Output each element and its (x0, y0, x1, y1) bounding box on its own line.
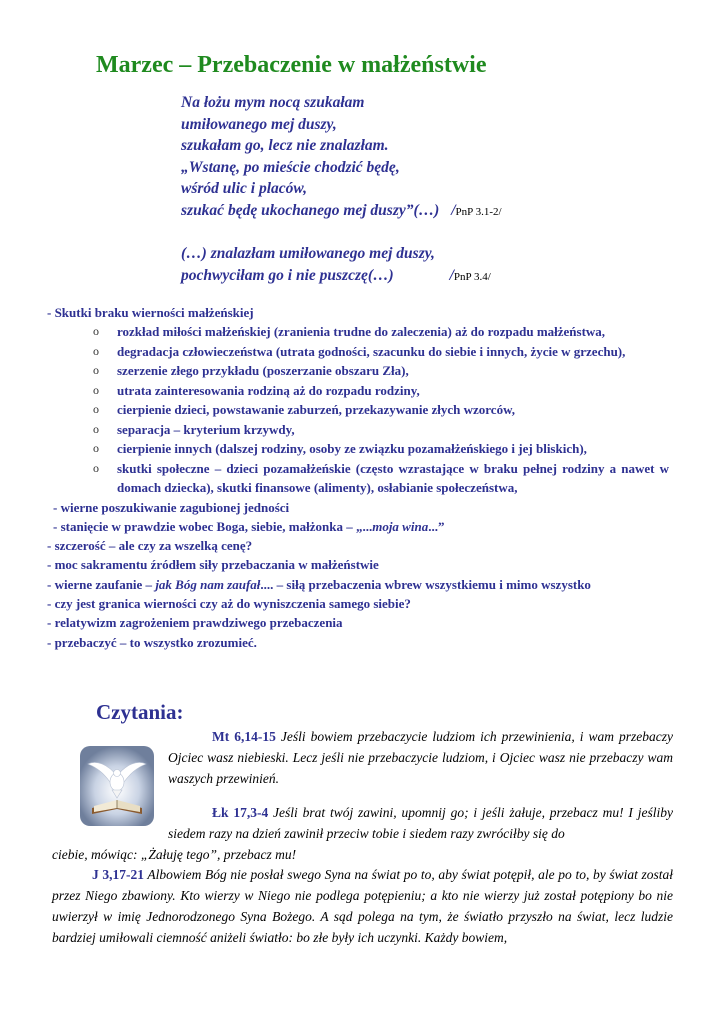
list-item-text: separacja – kryterium krzywdy, (117, 421, 295, 437)
bullet-mark: o (93, 402, 99, 416)
list-item (47, 459, 687, 498)
reading-citation: Mt 6,14-15 (212, 729, 276, 744)
bullet-mark: o (93, 363, 99, 377)
list-item (47, 420, 687, 440)
section-heading: - Skutki braku wierności małżeńskiej (47, 305, 254, 320)
list-item (47, 322, 687, 342)
point-emphasis: jak Bóg nam zaufał (155, 576, 261, 592)
point-item (47, 517, 687, 536)
point-item (47, 575, 687, 594)
reading-citation: Łk 17,3-4 (212, 805, 269, 820)
poem-quote (181, 92, 701, 286)
list-item-text: cierpienie dzieci, powstawanie zaburzeń, przekazywanie złych wzorców, (117, 402, 515, 417)
point-item: - moc sakramentu źródłem siły przebaczania w małżeństwie (47, 557, 379, 573)
list-item-text: rozkład miłości małżeńskiej (zranienia trudne do zaleczenia) aż do rozpadu małżeństwa, (117, 324, 606, 339)
point-text: ...” (428, 518, 445, 534)
point-text: - stanięcie w prawdzie wobec Boga, siebie, małżonka – „... (53, 518, 373, 534)
reading-john (52, 864, 673, 948)
poem-line: umiłowanego mej duszy, (181, 115, 337, 133)
poem-line: (…) znalazłam umiłowanego mej duszy, (181, 245, 435, 262)
list-item (47, 361, 687, 381)
poem-line: wśród ulic i placów, (181, 180, 308, 197)
dove-over-bible-icon (80, 746, 154, 826)
list-item-text: utrata zainteresowania rodziną aż do rozpadu rodziny, (117, 382, 420, 398)
bullet-mark: o (93, 382, 99, 397)
list-item (47, 381, 687, 401)
point-text: .... – siłą przebaczenia wbrew wszystkiemu i mimo wszystko (260, 576, 591, 592)
poem-line (181, 200, 701, 222)
point-emphasis: moja wina (372, 518, 429, 534)
bullet-mark: o (93, 441, 99, 455)
point-item: - relatywizm zagrożeniem prawdziwego przebaczenia (47, 615, 343, 631)
bullet-mark: o (93, 324, 99, 338)
point-item: - czy jest granica wierności czy aż do wyniszczenia samego siebie? (47, 595, 411, 611)
list-item (47, 400, 687, 420)
consequences-list (47, 322, 687, 498)
point-item: - wierne poszukiwanie zagubionej jedności (53, 499, 290, 515)
poem-line-text: szukać będę ukochanego mej duszy”(…) (181, 201, 440, 219)
reading-citation: J 3,17-21 (92, 867, 145, 882)
point-text: - wierne zaufanie – (47, 576, 156, 592)
bullet-mark: o (93, 421, 99, 436)
consequences-section (47, 303, 687, 652)
list-item-text: skutki społeczne – dzieci pozamałżeńskie (często wzrastające w braku pełnej rodziny a nawet w domach dziecka), skutki finansowe (alimenty), osłabianie społeczeństwa, (117, 460, 669, 495)
poem-line: Na łożu mym nocą szukałam (181, 94, 365, 111)
scripture-ref: PnP 3.4/ (453, 270, 491, 283)
reading-text: Albowiem Bóg nie posłał swego Syna na świat po to, aby świat potępił, ale po to, by świat został przez Niego zbawiony. Kto wierzy w Niego nie podlega potępieniu; a kto nie wierzy już został potępiony bo nie uwierzył w imię Jednorodzonego Syna Bożego. A sąd polega na tym, że światło przyszło na świat, lecz ludzie bardziej umiłowali ciemność aniżeli światło: bo złe były ich uczynki. Każdy bowiem, (52, 867, 673, 945)
list-item-text: degradacja człowieczeństwa (utrata godności, szacunku do siebie i innych, życie w grzechu), (117, 343, 626, 359)
reading-luke-cont: ciebie, mówiąc: „Żałuję tego”, przebacz mu! (52, 847, 297, 862)
reading-text: Jeśli bowiem przebaczycie ludziom ich przewinienia, i wam przebaczy Ojciec wasz niebieski. Lecz jeśli nie przebaczycie ludziom, i Ojciec wasz nie przebaczy wam waszych przewinień. (168, 729, 673, 786)
ref-slash: / (449, 266, 454, 284)
readings-heading: Czytania: (96, 700, 184, 724)
point-item: - przebaczyć – to wszystko zrozumieć. (47, 634, 257, 650)
bullet-mark: o (93, 343, 99, 358)
list-item-text: cierpienie innych (dalszej rodziny, osoby ze związku pozamałżeńskiego i jej bliskich), (117, 441, 587, 456)
reading-text: Jeśli brat twój zawini, upomnij go; i jeśli żałuje, przebacz mu! I jeśliby siedem razy na dzień zawinił przeciw tobie i siedem razy zwróciłby się do (168, 805, 673, 841)
poem-line: szukałam go, lecz nie znalazłam. (181, 137, 389, 154)
page-title: Marzec – Przebaczenie w małżeństwie (96, 52, 487, 78)
ref-slash: / (451, 201, 456, 219)
poem-line (181, 265, 701, 287)
list-item (47, 342, 687, 362)
reading-luke (168, 802, 673, 844)
bullet-mark: o (93, 460, 99, 475)
list-item (47, 439, 687, 459)
list-item-text: szerzenie złego przykładu (poszerzanie obszaru Zła), (117, 363, 409, 378)
points-list (47, 498, 687, 652)
scripture-ref: PnP 3.1-2/ (455, 205, 502, 218)
poem-line-text: pochwyciłam go i nie puszczę(…) (181, 266, 394, 284)
point-item: - szczerość – ale czy za wszelką cenę? (47, 538, 253, 554)
reading-matthew (168, 726, 673, 789)
poem-line: „Wstanę, po mieście chodzić będę, (181, 158, 400, 176)
